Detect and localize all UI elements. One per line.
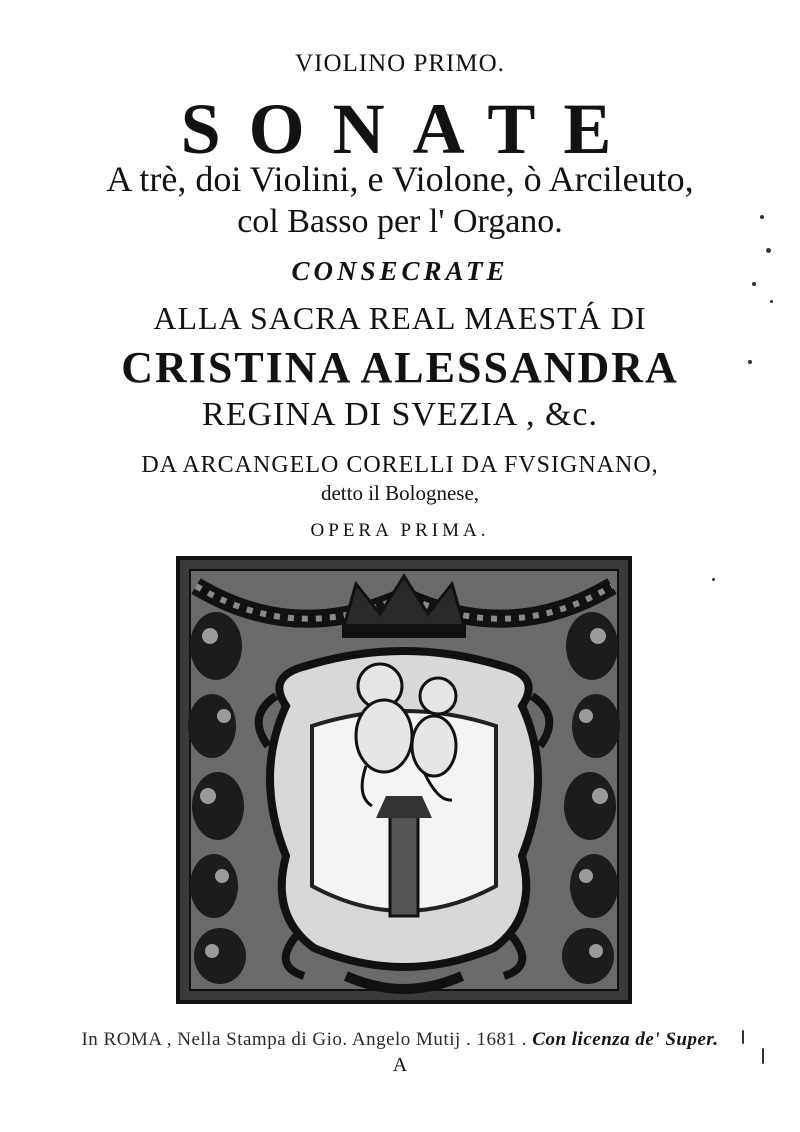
print-speck <box>760 215 764 219</box>
print-speck <box>762 1048 764 1064</box>
author-alias: detto il Bolognese, <box>320 481 480 505</box>
dedication-name: CRISTINA ALESSANDRA <box>121 343 679 392</box>
print-speck <box>712 578 715 581</box>
print-speck <box>752 282 756 286</box>
engraving-illustration <box>176 556 632 1004</box>
dedication-line-1: ALLA SACRA REAL MAESTÁ DI <box>153 300 647 336</box>
main-title: SONATE <box>180 89 640 169</box>
dedication-line-3: REGINA DI SVEZIA , &c. <box>202 396 598 433</box>
imprint-text: In ROMA , Nella Stampa di Gio. Angelo Mutij . 1681 . <box>81 1029 533 1050</box>
signature-mark: A <box>392 1054 408 1076</box>
opus-label: OPERA PRIMA. <box>310 520 490 541</box>
print-speck <box>742 1030 744 1044</box>
print-speck <box>766 248 771 253</box>
author-line: DA ARCANGELO CORELLI DA FVSIGNANO, <box>141 452 659 478</box>
print-speck <box>770 300 773 303</box>
imprint-line <box>0 1029 800 1051</box>
consecrate-label: CONSECRATE <box>291 256 509 286</box>
print-speck <box>748 360 752 364</box>
subtitle-line-1: A trè, doi Violini, e Violone, ò Arcileuto, <box>106 159 694 199</box>
part-label: VIOLINO PRIMO. <box>295 50 505 77</box>
coat-of-arms-engraving <box>176 556 632 1004</box>
imprint-license: Con licenza de' Super. <box>532 1029 719 1050</box>
subtitle-line-2: col Basso per l' Organo. <box>237 203 563 240</box>
